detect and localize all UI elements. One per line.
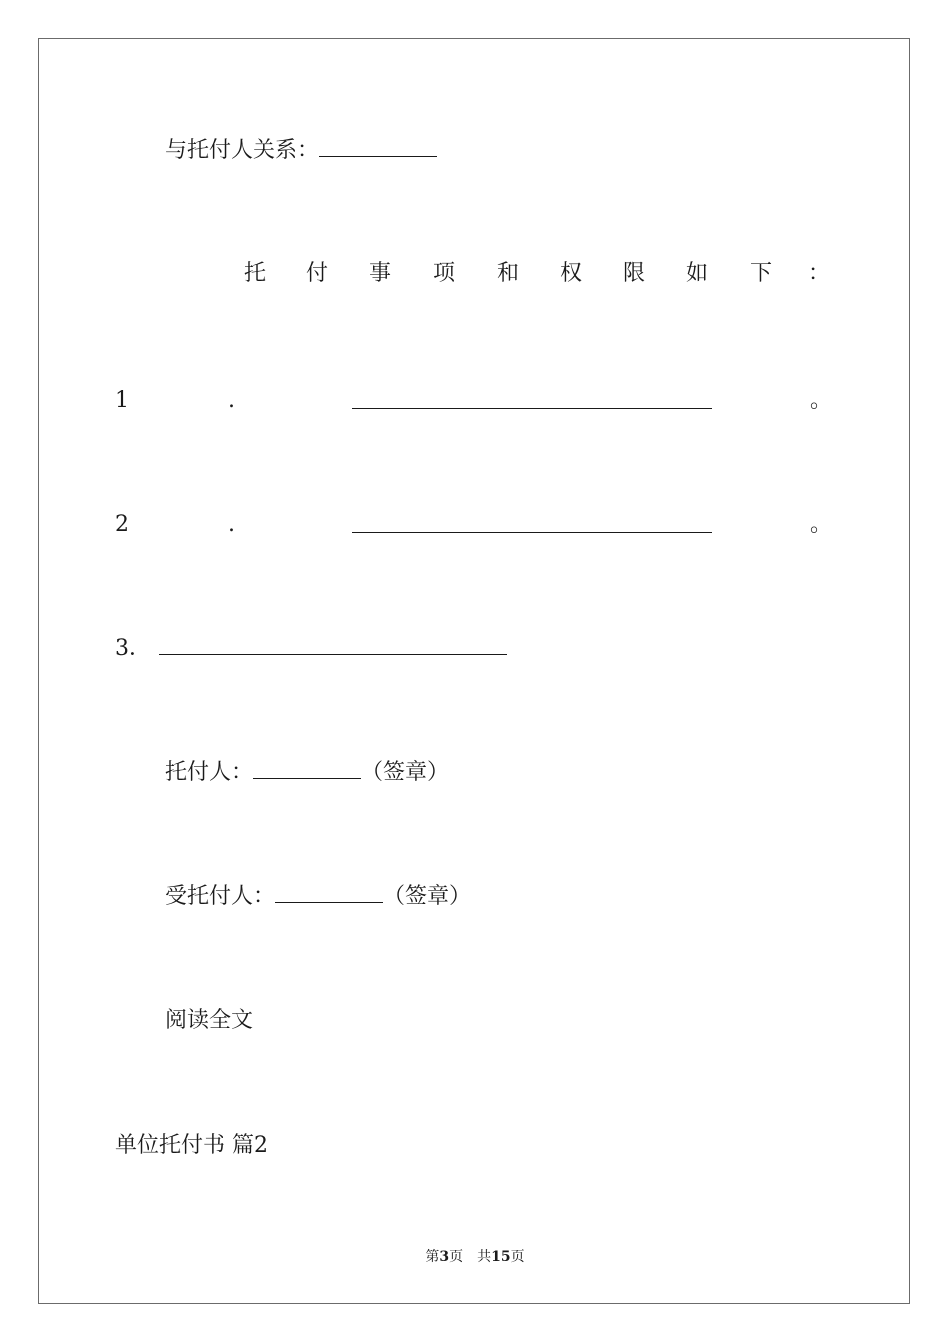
item-dot: .	[228, 512, 235, 537]
page-border	[38, 38, 910, 1304]
relationship-blank[interactable]	[319, 138, 437, 157]
agent-seal: （签章）	[383, 884, 472, 909]
heading-char: 如	[686, 261, 709, 286]
item-end: 。	[810, 512, 833, 537]
item-dot: .	[228, 388, 235, 413]
footer-mid: 页 共	[449, 1249, 492, 1265]
agent-label: 受托付人：	[165, 884, 276, 909]
heading-char: 项	[433, 261, 456, 286]
relationship-line	[165, 138, 437, 164]
section-title: 单位托付书 篇2	[115, 1133, 268, 1158]
footer-suffix: 页	[510, 1249, 525, 1265]
item-blank[interactable]	[352, 514, 712, 533]
footer-total-pages: 15	[491, 1249, 511, 1265]
matters-heading	[0, 261, 950, 287]
principal-line	[165, 760, 449, 786]
heading-char: 限	[623, 261, 646, 286]
agent-blank[interactable]	[275, 884, 383, 903]
item-end: 。	[810, 388, 833, 413]
principal-blank[interactable]	[253, 760, 361, 779]
heading-char: 事	[369, 261, 392, 286]
heading-char: ：	[808, 261, 831, 286]
principal-seal: （签章）	[361, 760, 450, 785]
item-number: 3．	[115, 636, 151, 661]
list-item	[0, 512, 950, 538]
heading-char: 付	[306, 261, 329, 286]
heading-char: 和	[497, 261, 520, 286]
list-item	[115, 636, 507, 662]
item-blank[interactable]	[352, 390, 712, 409]
list-item	[0, 388, 950, 414]
heading-char: 托	[244, 261, 267, 286]
principal-label: 托付人：	[165, 760, 254, 785]
heading-char: 权	[560, 261, 583, 286]
agent-line	[165, 884, 471, 910]
page-footer	[0, 1248, 950, 1266]
item-number: 1	[115, 388, 129, 413]
footer-prefix: 第	[425, 1249, 440, 1265]
item-number: 2	[115, 512, 129, 537]
relationship-label: 与托付人关系：	[165, 138, 320, 163]
heading-char: 下	[750, 261, 773, 286]
footer-page-number: 3	[439, 1249, 450, 1265]
item-blank[interactable]	[159, 636, 507, 655]
read-more-link[interactable]: 阅读全文	[165, 1008, 254, 1033]
